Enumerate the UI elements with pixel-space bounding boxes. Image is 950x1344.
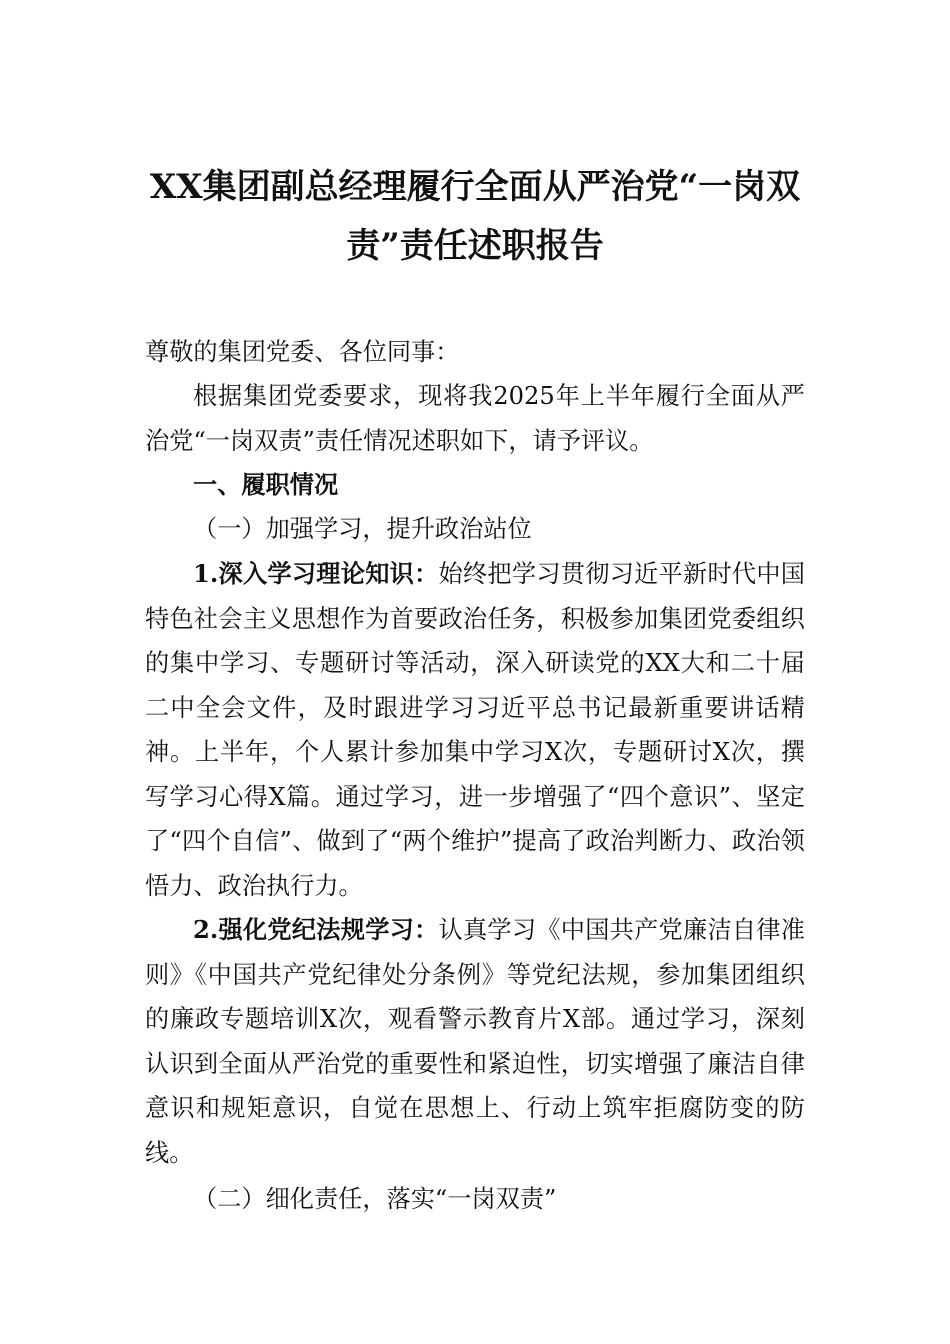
item-2-text: 认真学习《中国共产党廉洁自律准则》《中国共产党纪律处分条例》等党纪法规，参加集团组织的廉政专题培训X次，观看警示教育片X部。通过学习，深刻认识到全面从严治党的重要性和紧迫性，切实增强了廉洁自律意识和规矩意识，自觉在思想上、行动上筑牢拒腐防变的防线。 [145,916,805,1167]
subsection-heading-1: （一）加强学习，提升政治站位 [193,515,532,543]
section-heading-1: 一、履职情况 [193,470,339,499]
subsection-heading-2: （二）细化责任，落实“一岗双责” [193,1185,557,1213]
paragraph-item-2 [145,908,805,1175]
salutation: 尊敬的集团党委、各位同事： [145,338,460,366]
item-1-lead: 1.深入学习理论知识： [193,559,439,588]
item-2-lead: 2.强化党纪法规学习： [193,915,439,944]
intro-paragraph: 根据集团党委要求，现将我2025年上半年履行全面从严治党“一岗双责”责任情况述职如下，请予评议。 [145,382,805,455]
document-title: XX集团副总经理履行全面从严治党“一岗双责”责任述职报告 [149,167,801,266]
item-1-text: 始终把学习贯彻习近平新时代中国特色社会主义思想作为首要政治任务，积极参加集团党委组织的集中学习、专题研讨等活动，深入研读党的XX大和二十届二中全会文件，及时跟进学习习近平总书记最新重要讲话精神。上半年，个人累计参加集中学习X次，专题研讨X次，撰写学习心得X篇。通过学习，进一步增强了“四个意识”、坚定了“四个自信”、做到了“两个维护”提高了政治判断力、政治领悟力、政治执行力。 [145,560,805,900]
paragraph-item-1 [145,552,805,908]
